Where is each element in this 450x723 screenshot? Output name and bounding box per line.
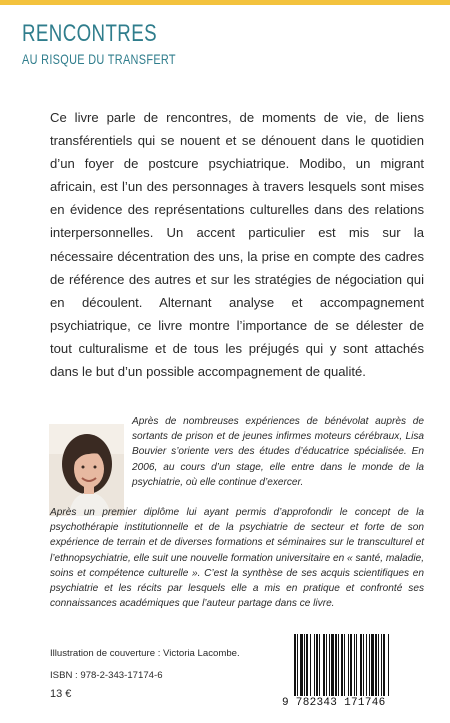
- book-title: RENCONTRES: [22, 20, 157, 47]
- top-color-band: [0, 0, 450, 5]
- back-cover-blurb: Ce livre parle de rencontres, de moments de vie, de liens transférentiels qui se nouent et se dénouent dans le quotidien d’un foyer de postcure psychiatrique. Modibo, un migrant africain, est l’un des personnages à travers lesquels sont mises en évidence des représentations culturelles dans des relations interpersonnelles. Un accent particulier est mis sur la nécessaire décentration des uns, la prise en compte des cadres de référence des autres et sur les stratégies de négociation qui en découlent. Alternant analyse et accompagnement psychiatrique, ce livre montre l’importance de se délester de tout culturalisme et de tous les préjugés qui y sont attachés dans le but d’un possible accompagnement de qualité.: [50, 110, 424, 380]
- cover-illustration-credit: Illustration de couverture : Victoria Lacombe.: [50, 648, 240, 659]
- price-label: 13 €: [50, 688, 72, 700]
- isbn-label: ISBN : 978-2-343-17174-6: [50, 670, 163, 681]
- book-subtitle: AU RISQUE DU TRANSFERT: [22, 51, 176, 67]
- author-bio-intro: Après de nombreuses expériences de bénévolat auprès de sortants de prison et de jeunes infirmes moteurs cérébraux, Lisa Bouvier s’oriente vers des études d’éducatrice spécialisée. En 2006, au cours d’un stage, elle entre dans le monde de la psychiatrie, où elle continue d’exercer.: [132, 416, 424, 488]
- barcode-number: 9 782343 171746: [282, 697, 386, 709]
- author-bio-continued: Après un premier diplôme lui ayant permis d’approfondir le concept de la psychothérapie institutionnelle et de la psychiatrie de secteur et forte de son expérience de terrain et de diverses formations et séminaires sur le transculturel et l’ethnopsychiatrie, elle suit une nouvelle formation universitaire en « santé, maladie, soins et compétence culturelle ». C’est la synthèse de ses acquis scientifiques en psychiatrie et les récits par lesquels elle a mis en pratique et confronté ses connaissances académiques que l’auteur partage dans ce livre.: [50, 507, 424, 610]
- author-photo: [49, 424, 124, 516]
